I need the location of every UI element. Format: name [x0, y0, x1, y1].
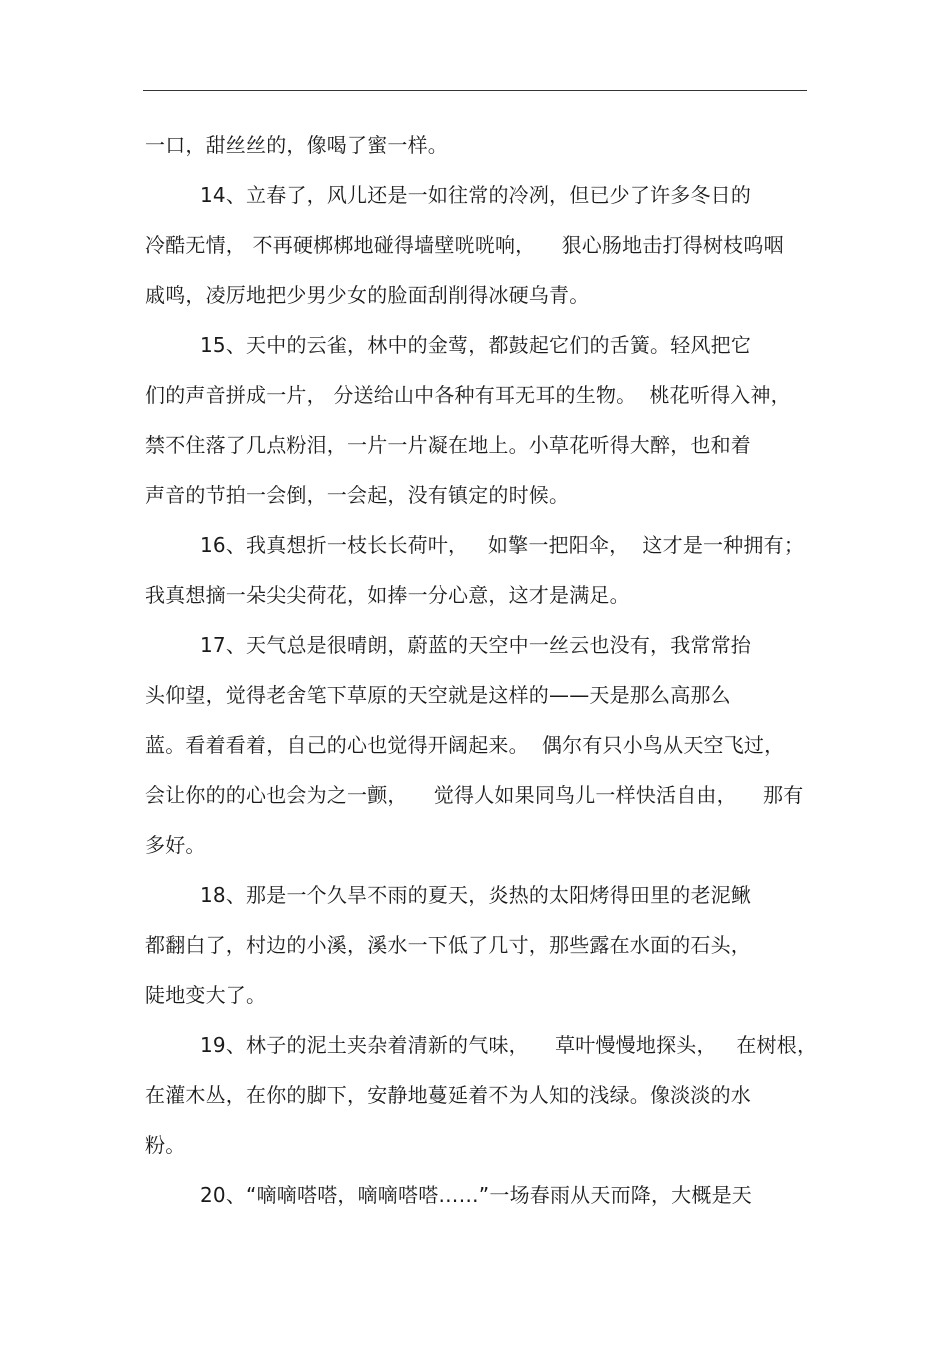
text-line: 会让你的的心也会为之一颤， 觉得人如果同鸟儿一样快活自由， 那有	[145, 783, 804, 807]
text-line: 陡地变大了。	[145, 983, 267, 1007]
paragraph-18-start: 18、那是一个久旱不雨的夏天，炎热的太阳烤得田里的老泥鳅	[200, 883, 752, 907]
text-line: 冷酷无情， 不再硬梆梆地碰得墙壁咣咣响， 狠心肠地击打得树枝呜咽	[145, 233, 784, 257]
paragraph-19-start: 19、林子的泥土夹杂着清新的气味， 草叶慢慢地探头， 在树根，	[200, 1033, 818, 1057]
text-line: 粉。	[145, 1133, 186, 1157]
text-line: 声音的节拍一会倒，一会起，没有镇定的时候。	[145, 483, 570, 507]
paragraph-14-start: 14、立春了，风儿还是一如往常的冷冽，但已少了许多冬日的	[200, 183, 752, 207]
header-rule	[143, 90, 807, 91]
text-line: 在灌木丛，在你的脚下，安静地蔓延着不为人知的浅绿。像淡淡的水	[145, 1083, 751, 1107]
text-line: 戚鸣，凌厉地把少男少女的脸面刮削得冰硬乌青。	[145, 283, 590, 307]
text-line: 们的声音拼成一片， 分送给山中各种有耳无耳的生物。 桃花听得入神，	[145, 383, 791, 407]
text-line: 一口，甜丝丝的，像喝了蜜一样。	[145, 133, 448, 157]
text-line: 头仰望，觉得老舍笔下草原的天空就是这样的——天是那么高那么	[145, 683, 731, 707]
text-line: 多好。	[145, 833, 206, 857]
text-line: 蓝。看着看着，自己的心也觉得开阔起来。 偶尔有只小鸟从天空飞过，	[145, 733, 785, 757]
paragraph-16-start: 16、我真想折一枝长长荷叶， 如擎一把阳伞， 这才是一种拥有；	[200, 533, 805, 557]
text-line: 我真想摘一朵尖尖荷花，如捧一分心意，这才是满足。	[145, 583, 630, 607]
text-line: 禁不住落了几点粉泪，一片一片凝在地上。小草花听得大醉，也和着	[145, 433, 751, 457]
paragraph-17-start: 17、天气总是很晴朗，蔚蓝的天空中一丝云也没有，我常常抬	[200, 633, 752, 657]
text-line: 都翻白了，村边的小溪，溪水一下低了几寸，那些露在水面的石头，	[145, 933, 751, 957]
paragraph-20-start: 20、“嘀嘀嗒嗒，嘀嘀嗒嗒……”一场春雨从天而降，大概是天	[200, 1183, 752, 1207]
paragraph-15-start: 15、天中的云雀，林中的金莺，都鼓起它们的舌簧。轻风把它	[200, 333, 752, 357]
